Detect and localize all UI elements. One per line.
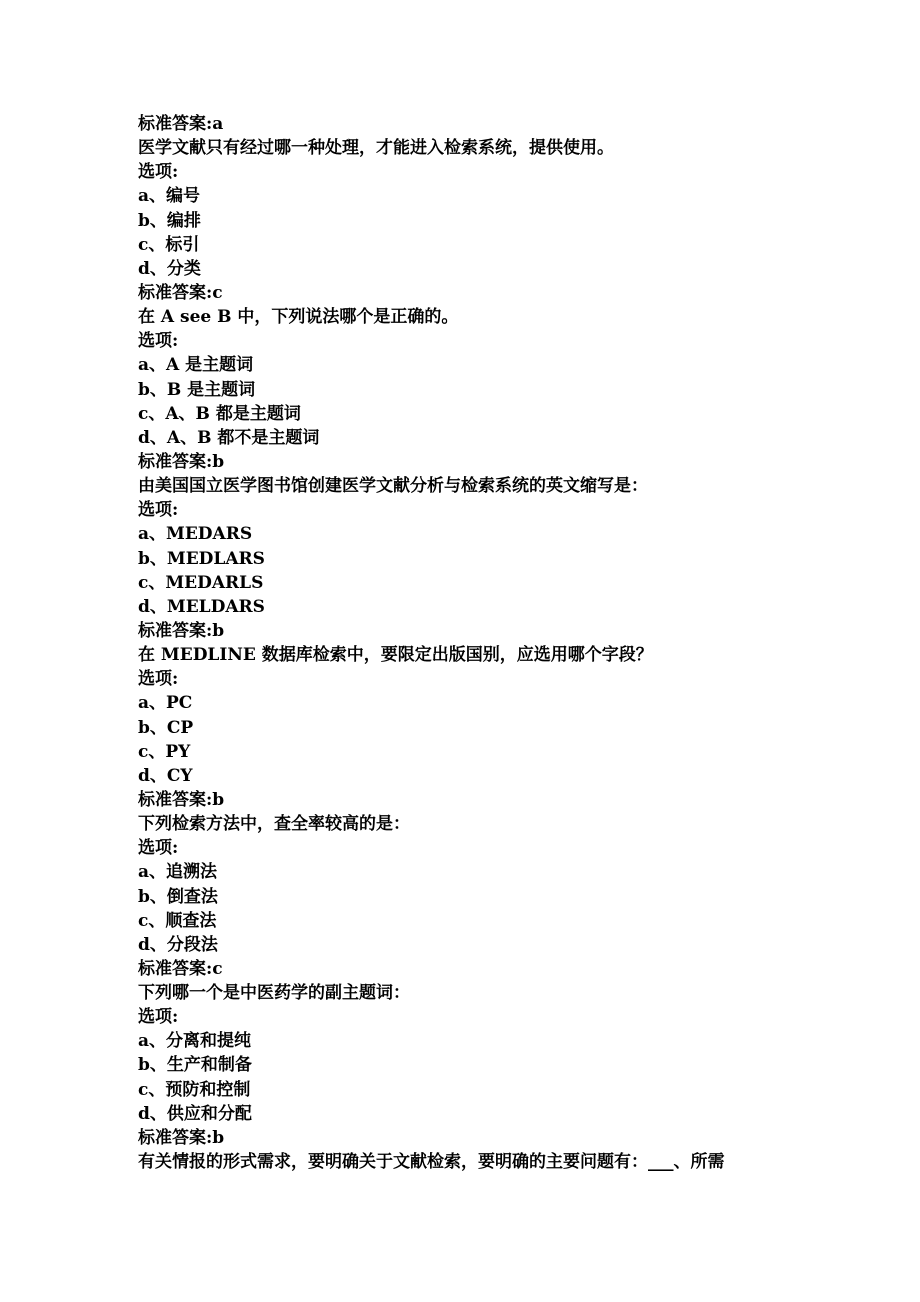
option-line: a、分离和提纯 — [138, 1031, 252, 1052]
options-label: 选项: — [138, 1007, 179, 1028]
option-line: b、MEDLARS — [138, 548, 265, 569]
question-line: 有关情报的形式需求，要明确关于文献检索，要明确的主要问题有：___、所需 — [138, 1152, 725, 1173]
option-line: a、PC — [138, 693, 193, 714]
option-line: c、预防和控制 — [138, 1079, 251, 1100]
question-line: 在 A see B 中，下列说法哪个是正确的。 — [138, 307, 459, 328]
option-line: d、分段法 — [138, 934, 218, 955]
question-line: 医学文献只有经过哪一种处理，才能进入检索系统，提供使用。 — [138, 138, 614, 159]
option-line: d、MELDARS — [138, 596, 265, 617]
question-line: 下列哪一个是中医药学的副主题词： — [138, 983, 410, 1004]
options-label: 选项: — [138, 838, 179, 859]
option-line: a、编号 — [138, 186, 201, 207]
answer-line: 标准答案:b — [138, 620, 225, 641]
option-line: c、PY — [138, 741, 191, 762]
answer-line: 标准答案:a — [138, 114, 224, 134]
option-line: b、CP — [138, 717, 194, 738]
option-line: c、MEDARLS — [138, 572, 264, 593]
question-line: 在 MEDLINE 数据库检索中，要限定出版国别，应选用哪个字段？ — [138, 645, 653, 666]
option-line: a、追溯法 — [138, 862, 218, 883]
answer-line: 标准答案:c — [138, 958, 223, 979]
question-line: 下列检索方法中，查全率较高的是： — [138, 814, 410, 835]
answer-line: 标准答案:c — [138, 282, 223, 303]
document-page — [138, 112, 798, 1174]
option-line: b、生产和制备 — [138, 1055, 252, 1076]
option-line: c、顺查法 — [138, 910, 217, 931]
option-line: a、A 是主题词 — [138, 355, 254, 376]
option-line: a、MEDARS — [138, 524, 253, 545]
option-line: d、CY — [138, 765, 193, 786]
question-line: 由美国国立医学图书馆创建医学文献分析与检索系统的英文缩写是： — [138, 476, 648, 497]
answer-line: 标准答案:b — [138, 789, 225, 810]
options-label: 选项: — [138, 500, 179, 521]
option-line: c、标引 — [138, 234, 200, 255]
options-label: 选项: — [138, 162, 179, 183]
option-line: c、A、B 都是主题词 — [138, 403, 301, 424]
answer-line: 标准答案:b — [138, 1127, 225, 1148]
answer-line: 标准答案:b — [138, 451, 225, 472]
options-label: 选项: — [138, 331, 179, 352]
option-line: b、编排 — [138, 210, 201, 231]
option-line: d、供应和分配 — [138, 1103, 252, 1124]
option-line: d、A、B 都不是主题词 — [138, 427, 320, 448]
option-line: b、倒查法 — [138, 886, 218, 907]
options-label: 选项: — [138, 669, 179, 690]
option-line: d、分类 — [138, 258, 201, 279]
option-line: b、B 是主题词 — [138, 379, 256, 400]
